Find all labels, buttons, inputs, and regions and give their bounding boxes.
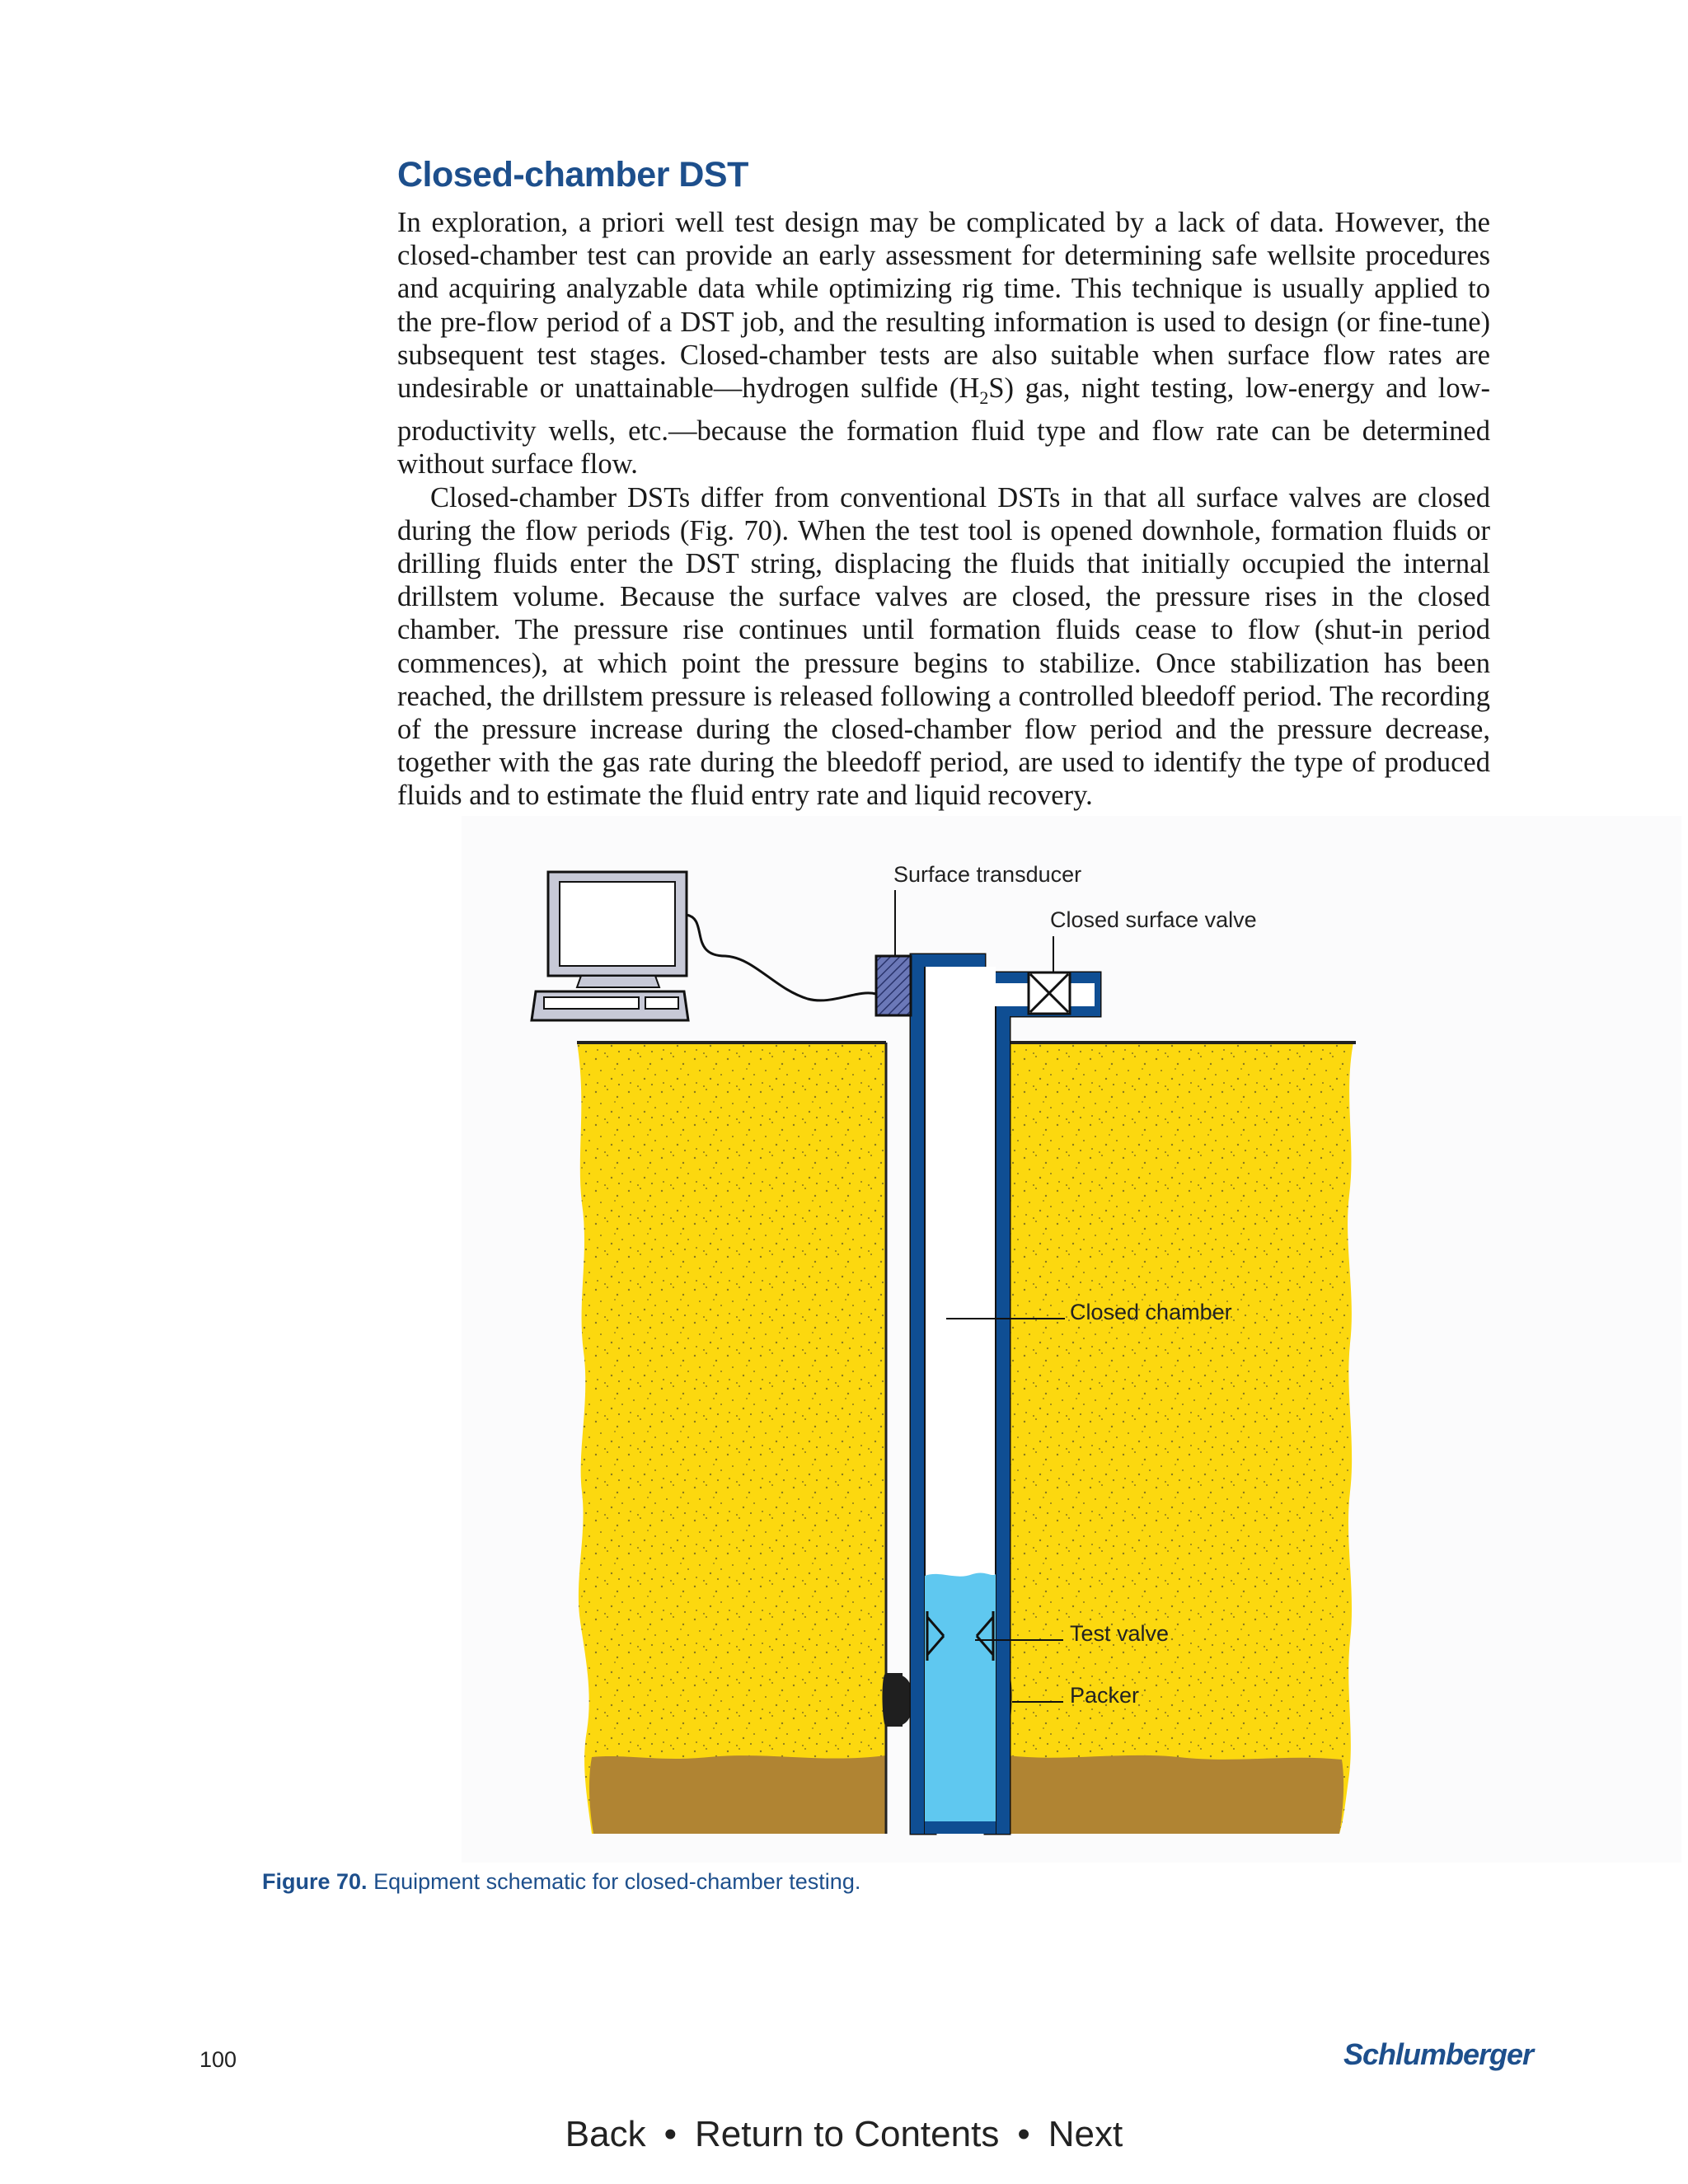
- pipe-bottom: [925, 1821, 996, 1834]
- brand-logo: Schlumberger: [1343, 2037, 1534, 2071]
- label-packer: Packer: [1070, 1683, 1140, 1708]
- formation-right: [1008, 1043, 1353, 1834]
- navigation-bar: [0, 2114, 1688, 2155]
- paragraph-2: Closed-chamber DSTs differ from conventional DSTs in that all surface valves are closed during the flow periods (Fig. 70). When the test tool is opened downhole, formation fluids or drilling fluids enter the DST string, displacing the fluids that initially occupied the internal drillstem volume. Because the surface valves are closed, the pressure rises in the closed chamber. The pressure rise continues until formation fluids cease to flow (shut-in period commences), at which point the pressure begins to stabilize. Once stabilization has been reached, the drillstem pressure is released following a controlled bleedoff period. The recording of the pressure increase during the closed-chamber flow period and the pressure decrease, together with the gas rate during the bleedoff period, are used to identify the type of produced fluids and to estimate the fluid entry rate and liquid recovery.: [397, 481, 1490, 812]
- caption-number: Figure 70.: [262, 1869, 368, 1894]
- nav-separator: •: [663, 2114, 677, 2154]
- fluid-column: [925, 1572, 996, 1821]
- closed-surface-valve: [1029, 972, 1070, 1014]
- figure-caption: [262, 1869, 860, 1895]
- caption-text: Equipment schematic for closed-chamber testing.: [373, 1869, 861, 1894]
- label-closed-surface-valve: Closed surface valve: [1050, 907, 1257, 932]
- surface-transducer: [876, 956, 911, 1015]
- label-closed-chamber: Closed chamber: [1070, 1300, 1232, 1324]
- return-to-contents-link[interactable]: Return to Contents: [695, 2114, 1000, 2154]
- paragraph-1-part-b: S) gas, night testing, low-energy and low-productivity wells, etc.—because the formation fluid type and flow rate can be determined without surface flow.: [397, 373, 1490, 480]
- cable: [687, 915, 876, 1001]
- label-test-valve: Test valve: [1070, 1621, 1170, 1646]
- back-link[interactable]: Back: [565, 2114, 646, 2154]
- formation-left: [577, 1043, 886, 1834]
- subscript-2: 2: [979, 387, 989, 408]
- page-number: 100: [199, 2047, 237, 2072]
- section-heading: Closed-chamber DST: [397, 155, 748, 194]
- next-link[interactable]: Next: [1048, 2114, 1123, 2154]
- paragraph-1-part-a: In exploration, a priori well test design may be complicated by a lack of data. However, the closed-chamber test can provide an early assessment for determining safe wellsite procedures and acquiring analyzable data while optimizing rig time. This technique is usually applied to the pre-flow period of a DST job, and the resulting information is used to design (or fine-tune) subsequent test stages. Closed-chamber tests are also suitable when surface flow rates are undesirable or unattainable—hydrogen sulfide (H: [397, 207, 1490, 405]
- computer-icon: [532, 872, 688, 1020]
- label-surface-transducer: Surface transducer: [893, 862, 1082, 887]
- nav-separator: •: [1017, 2114, 1030, 2154]
